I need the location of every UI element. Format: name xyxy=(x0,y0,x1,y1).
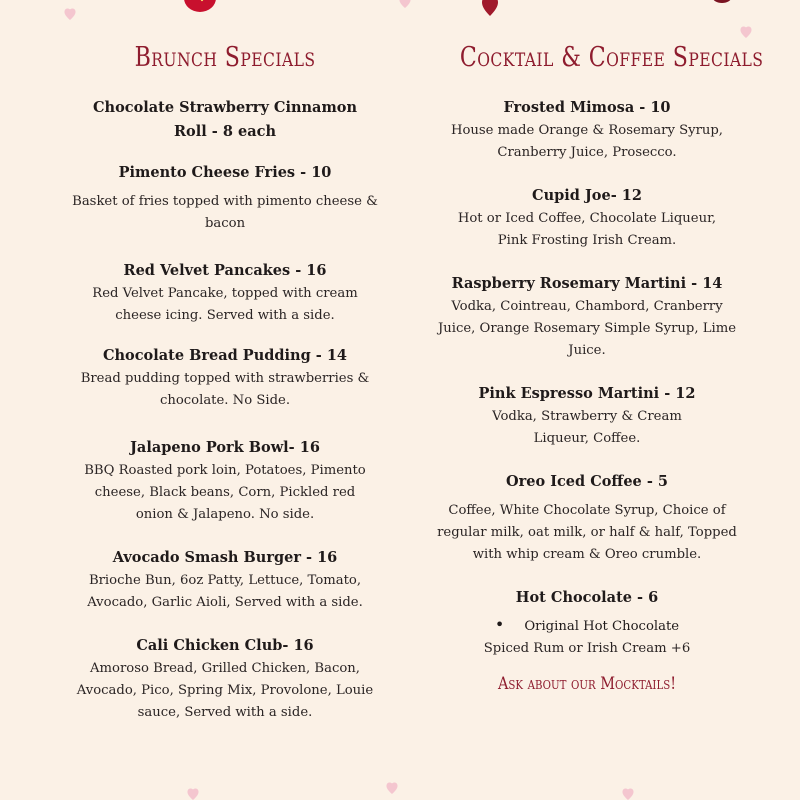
cocktail-coffee-specials-column xyxy=(432,38,764,694)
menu-item xyxy=(70,546,380,614)
item-name: Jalapeno Pork Bowl- 16 xyxy=(130,439,320,456)
heart-icon xyxy=(620,786,636,800)
item-name: Cupid Joe- 12 xyxy=(532,187,642,204)
menu-item xyxy=(432,272,742,362)
item-name: Raspberry Rosemary Martini - 14 xyxy=(451,275,723,292)
item-name: Chocolate Strawberry Cinnamon Roll - 8 each xyxy=(92,99,358,140)
mocktails-note: Ask about our Mocktails! xyxy=(497,674,677,694)
menu-item xyxy=(70,161,380,235)
item-name: Oreo Iced Coffee - 5 xyxy=(505,473,668,490)
item-description: Brioche Bun, 6oz Patty, Lettuce, Tomato, Avocado, Garlic Aioli, Served with a side. xyxy=(87,573,363,610)
hot-chocolate-option xyxy=(432,614,742,638)
item-description: Amoroso Bread, Grilled Chicken, Bacon, Avocado, Pico, Spring Mix, Provolone, Louie sauce, Served with a side. xyxy=(76,661,374,720)
leaf-illustration xyxy=(712,0,732,6)
item-name: Avocado Smash Burger - 16 xyxy=(112,549,338,566)
brunch-specials-heading: Brunch Specials xyxy=(134,42,316,73)
item-description: House made Orange & Rosemary Syrup, Cranberry Juice, Prosecco. xyxy=(450,123,723,160)
heart-icon xyxy=(397,0,413,10)
heart-icon xyxy=(62,6,78,22)
menu-item xyxy=(70,436,380,526)
item-name: Hot Chocolate - 6 xyxy=(515,589,659,606)
option-text: Original Hot Chocolate xyxy=(524,619,680,634)
menu-item xyxy=(70,344,380,412)
item-description: Coffee, White Chocolate Syrup, Choice of regular milk, oat milk, or half & half, Topped with whip cream & Oreo crumble. xyxy=(437,503,737,562)
bullet-icon: • xyxy=(494,615,505,634)
brunch-specials-column xyxy=(70,38,380,741)
menu-item xyxy=(70,96,380,144)
menu-columns xyxy=(0,38,800,778)
item-name: Pimento Cheese Fries - 10 xyxy=(118,164,332,181)
addon-text: Spiced Rum or Irish Cream +6 xyxy=(483,641,691,656)
menu-item xyxy=(432,184,742,252)
menu-item xyxy=(432,96,742,164)
item-description: Red Velvet Pancake, topped with cream cheese icing. Served with a side. xyxy=(92,286,358,323)
heart-icon xyxy=(185,786,201,800)
cocktail-specials-heading: Cocktail & Coffee Specials xyxy=(459,42,764,73)
heart-icon xyxy=(384,780,400,796)
heart-illustration xyxy=(478,0,502,18)
item-description: Hot or Iced Coffee, Chocolate Liqueur, Pink Frosting Irish Cream. xyxy=(457,211,717,248)
menu-item xyxy=(70,259,380,327)
item-name: Cali Chicken Club- 16 xyxy=(136,637,314,654)
item-description: Vodka, Cointreau, Chambord, Cranberry Juice, Orange Rosemary Simple Syrup, Lime Juice. xyxy=(437,299,737,358)
menu-item xyxy=(432,382,742,450)
item-description: Basket of fries topped with pimento cheese & bacon xyxy=(72,194,378,231)
item-description: Vodka, Strawberry & Cream Liqueur, Coffee. xyxy=(492,409,682,446)
item-name: Red Velvet Pancakes - 16 xyxy=(123,262,327,279)
menu-item xyxy=(432,586,742,660)
item-description: Bread pudding topped with strawberries & chocolate. No Side. xyxy=(80,371,370,408)
item-name: Chocolate Bread Pudding - 14 xyxy=(102,347,348,364)
item-description: BBQ Roasted pork loin, Potatoes, Pimento cheese, Black beans, Corn, Pickled red onion & Jalapeno. No side. xyxy=(84,463,366,522)
strawberry-illustration xyxy=(180,0,220,16)
menu-item xyxy=(432,470,742,566)
item-name: Frosted Mimosa - 10 xyxy=(503,99,671,116)
menu-item xyxy=(70,634,380,724)
item-name: Pink Espresso Martini - 12 xyxy=(478,385,696,402)
